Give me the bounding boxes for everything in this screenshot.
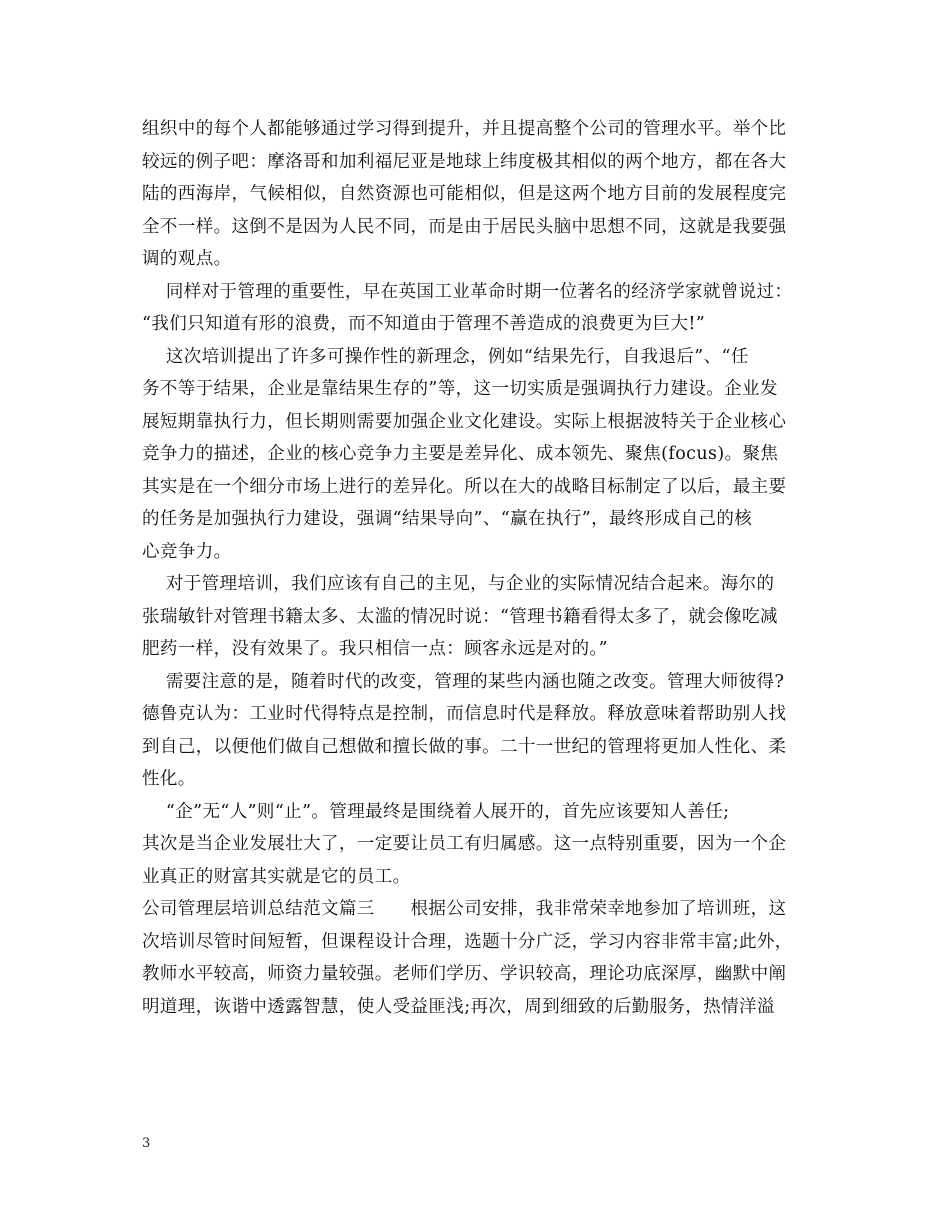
text-line: 陆的西海岸，气候相似，自然资源也可能相似，但是这两个地方目前的发展程度完 (142, 184, 787, 204)
text-line: 对于管理培训，我们应该有自己的主见，与企业的实际情况结合起来。海尔的 (142, 574, 775, 594)
text-line: 性化。 (142, 769, 196, 789)
page-number: 3 (142, 1136, 151, 1151)
text-line: 务不等于结果，企业是靠结果生存的”等，这一切实质是强调执行力建设。企业发 (142, 379, 778, 399)
text-line: 心竞争力。 (142, 541, 232, 562)
text-line: “企”无“人”则“止”。管理最终是围绕着人展开的，首先应该要知人善任; (142, 801, 730, 822)
text-line: 肥药一样，没有效果了。我只相信一点：顾客永远是对的。” (142, 639, 608, 659)
text-line: 竞争力的描述，企业的核心竞争力主要是差异化、成本领先、聚焦(focus)。聚焦 (142, 444, 779, 464)
text-line: 次培训尽管时间短暂，但课程设计合理，选题十分广泛，学习内容非常丰富;此外， (142, 931, 793, 952)
text-line: 同样对于管理的重要性，早在英国工业革命时期一位著名的经济学家就曾说过： (142, 281, 793, 302)
text-line: 的任务是加强执行力建设，强调“结果导向”、“赢在执行”，最终形成自己的核 (142, 509, 753, 529)
text-line: “我们只知道有形的浪费，而不知道由于管理不善造成的浪费更为巨大!” (142, 314, 706, 334)
text-line: 张瑞敏针对管理书籍太多、太滥的情况时说：“管理书籍看得太多了，就会像吃减 (142, 606, 778, 627)
text-line: 展短期靠执行力，但长期则需要加强企业文化建设。实际上根据波特关于企业核心 (142, 411, 787, 432)
text-line: 到自己，以便他们做自己想做和擅长做的事。二十一世纪的管理将更加人性化、柔 (142, 736, 787, 757)
text-line: 全不一样。这倒不是因为人民不同，而是由于居民头脑中思想不同，这就是我要强 (142, 216, 787, 237)
text-line: 其实是在一个细分市场上进行的差异化。所以在大的战略目标制定了以后，最主要 (142, 476, 787, 497)
text-line: 明道理，诙谐中透露智慧，使人受益匪浅;再次，周到细致的后勤服务，热情洋溢 (142, 996, 775, 1017)
text-line: 需要注意的是，随着时代的改变，管理的某些内涵也随之改变。管理大师彼得? (142, 671, 785, 692)
text-line: 德鲁克认为：工业时代得特点是控制，而信息时代是释放。释放意味着帮助别人找 (142, 704, 787, 724)
text-line: 组织中的每个人都能够通过学习得到提升，并且提高整个公司的管理水平。举个比 (142, 119, 787, 139)
text-line: 调的观点。 (142, 249, 232, 269)
text-line: 其次是当企业发展壮大了，一定要让员工有归属感。这一点特别重要，因为一个企 (142, 834, 787, 854)
text-line: 这次培训提出了许多可操作性的新理念，例如“结果先行，自我退后”、“任 (142, 346, 749, 367)
text-line: 教师水平较高，师资力量较强。老师们学历、学识较高，理论功底深厚，幽默中阐 (142, 964, 787, 984)
text-line: 较远的例子吧：摩洛哥和加利福尼亚是地球上纬度极其相似的两个地方，都在各大 (142, 151, 787, 172)
text-line: 公司管理层培训总结范文篇三 根据公司安排，我非常荣幸地参加了培训班，这 (142, 899, 787, 919)
text-line: 业真正的财富其实就是它的员工。 (142, 866, 411, 887)
